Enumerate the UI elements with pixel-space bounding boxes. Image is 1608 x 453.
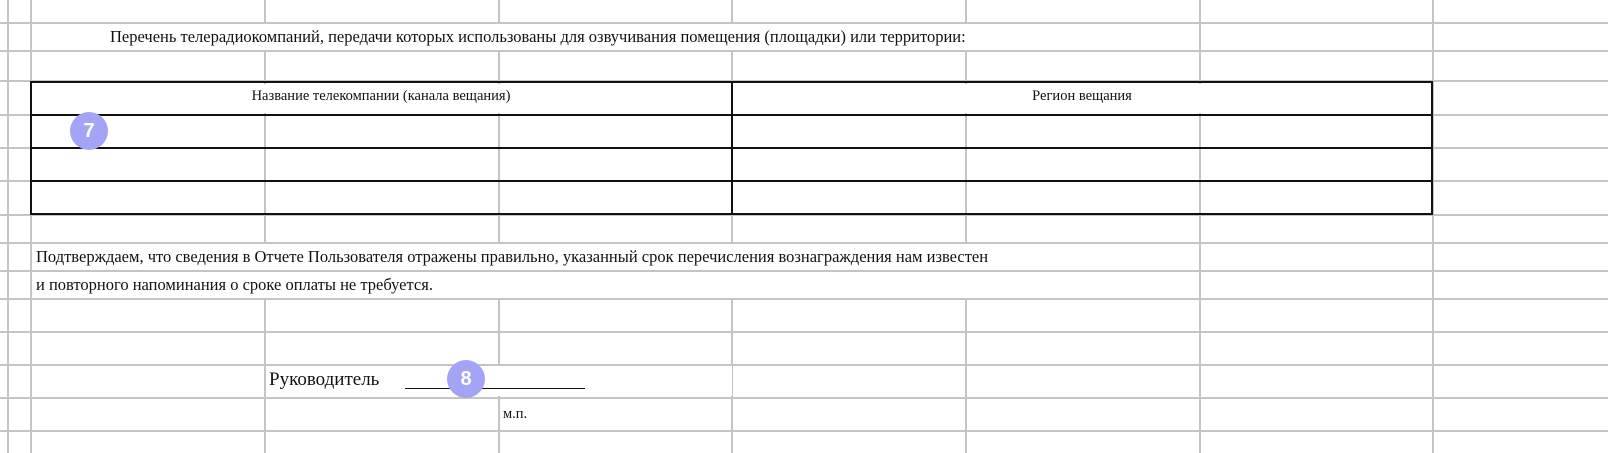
channel-name-cell[interactable] [32,182,731,213]
channel-name-cell[interactable] [32,149,731,180]
table-header-region: Регион вещания [1032,88,1132,104]
table-row [32,149,1431,180]
step-badge-8[interactable]: 8 [447,360,485,398]
intro-text: Перечень телерадиокомпаний, передачи которых использованы для озвучивания помещения (площадки) или территории: [110,27,966,46]
step-badge-7[interactable]: 7 [70,112,108,150]
channel-name-cell[interactable] [32,116,731,147]
table-row [32,116,1431,147]
table-row [32,182,1431,213]
confirmation-text-line1: Подтверждаем, что сведения в Отчете Пользователя отражены правильно, указанный срок перечисления вознаграждения нам известен [36,247,989,266]
signature-line[interactable] [405,388,585,389]
confirmation-text-line2: и повторного напоминания о сроке оплаты не требуется. [36,275,433,294]
stamp-label: м.п. [503,406,528,422]
region-cell[interactable] [733,182,1431,213]
signature-label: Руководитель [269,369,380,390]
table-header-channel: Название телекомпании (канала вещания) [251,88,511,104]
region-cell[interactable] [733,149,1431,180]
region-cell[interactable] [733,116,1431,147]
